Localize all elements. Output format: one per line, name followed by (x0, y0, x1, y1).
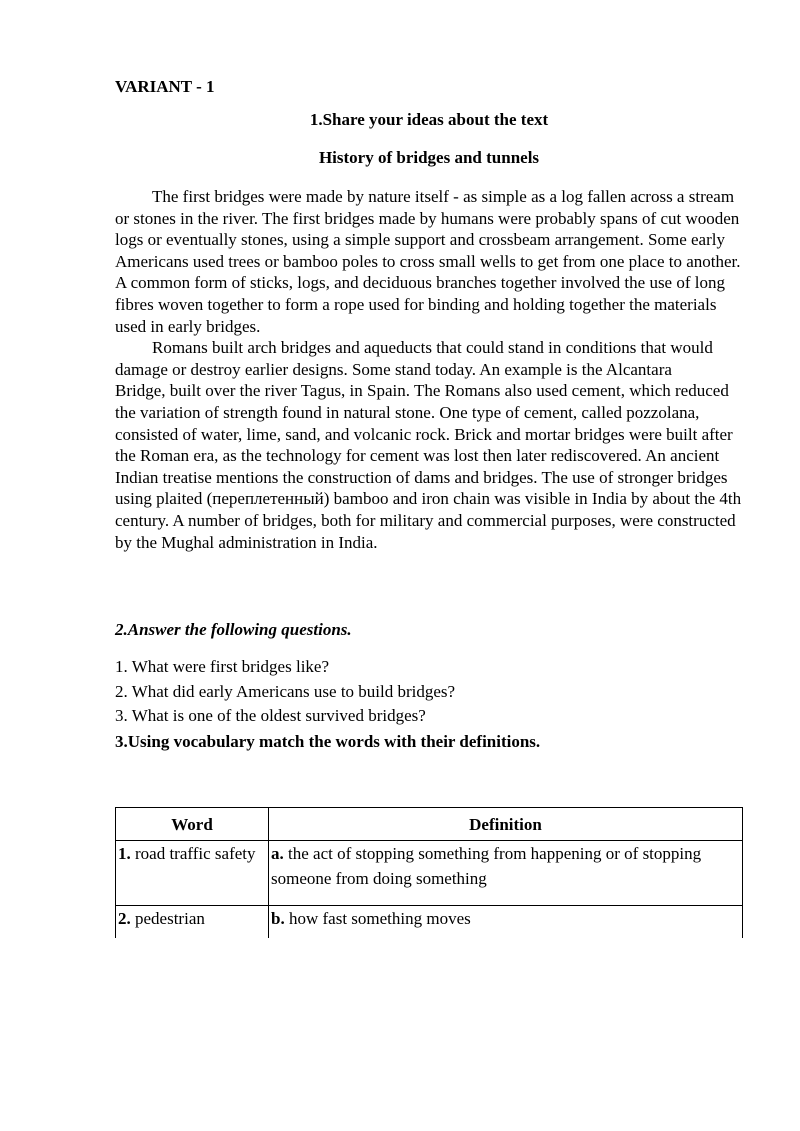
variant-heading: VARIANT - 1 (115, 77, 215, 96)
vocabulary-table (115, 807, 743, 938)
table-header-row (116, 808, 743, 841)
section-3-heading: 3.Using vocabulary match the words with their definitions. (115, 732, 541, 751)
paragraph-2: Romans built arch bridges and aqueducts that could stand in conditions that would damage or destroy earlier designs. Some stand today. An example is the Alcantara (115, 338, 713, 379)
question-item: 2. What did early Americans use to build bridges? (115, 681, 456, 701)
table-row (116, 906, 743, 939)
definition-letter: a. (271, 844, 284, 863)
table-row (116, 841, 743, 906)
reading-text (115, 186, 743, 553)
definition-cell (269, 841, 743, 906)
word-number: 2. (118, 909, 131, 928)
definition-letter: b. (271, 909, 285, 928)
questions-list (115, 655, 743, 729)
paragraph-1: The first bridges were made by nature itself - as simple as a log fallen across a stream or stones in the river. The first bridges made by humans were probably spans of cut wooden logs or eventually stones, using a simple support and crossbeam arrangement. Some early Americans used trees or bamboo poles to cross small wells to get from one place to another. A common form of sticks, logs, and deciduous branches together involved the use of long fibres woven together to form a rope used for binding and holding together the materials used in early bridges. (115, 187, 741, 336)
text-title: History of bridges and tunnels (318, 148, 540, 167)
header-word: Word (116, 808, 269, 841)
word-cell (116, 841, 269, 906)
word-text: pedestrian (130, 909, 205, 928)
header-definition: Definition (269, 808, 743, 841)
word-number: 1. (118, 844, 131, 863)
definition-text: the act of stopping something from happening or of stopping someone from doing something (271, 844, 702, 888)
definition-cell (269, 906, 743, 939)
section-2-heading: 2.Answer the following questions. (115, 620, 352, 639)
section-1-heading: 1.Share your ideas about the text (309, 110, 549, 129)
question-item: 3. What is one of the oldest survived bridges? (115, 706, 426, 725)
word-text: road traffic safety (130, 844, 256, 863)
paragraph-3: Bridge, built over the river Tagus, in Spain. The Romans also used cement, which reduced the variation of strength found in natural stone. One type of cement, called pozzolana, consisted of water, lime, sand, and volcanic rock. Brick and mortar bridges were built after the Roman era, as the technology for cement was lost then later rediscovered. An ancient Indian treatise mentions the construction of dams and bridges. The use of stronger bridges using plaited (переплетенный) bamboo and iron chain was visible in India by about the 4th century. A number of bridges, both for military and commercial purposes, were constructed by the Mughal administration in India. (115, 381, 742, 552)
word-cell (116, 906, 269, 939)
definition-text: how fast something moves (284, 909, 471, 928)
question-item: 1. What were first bridges like? (115, 657, 330, 676)
